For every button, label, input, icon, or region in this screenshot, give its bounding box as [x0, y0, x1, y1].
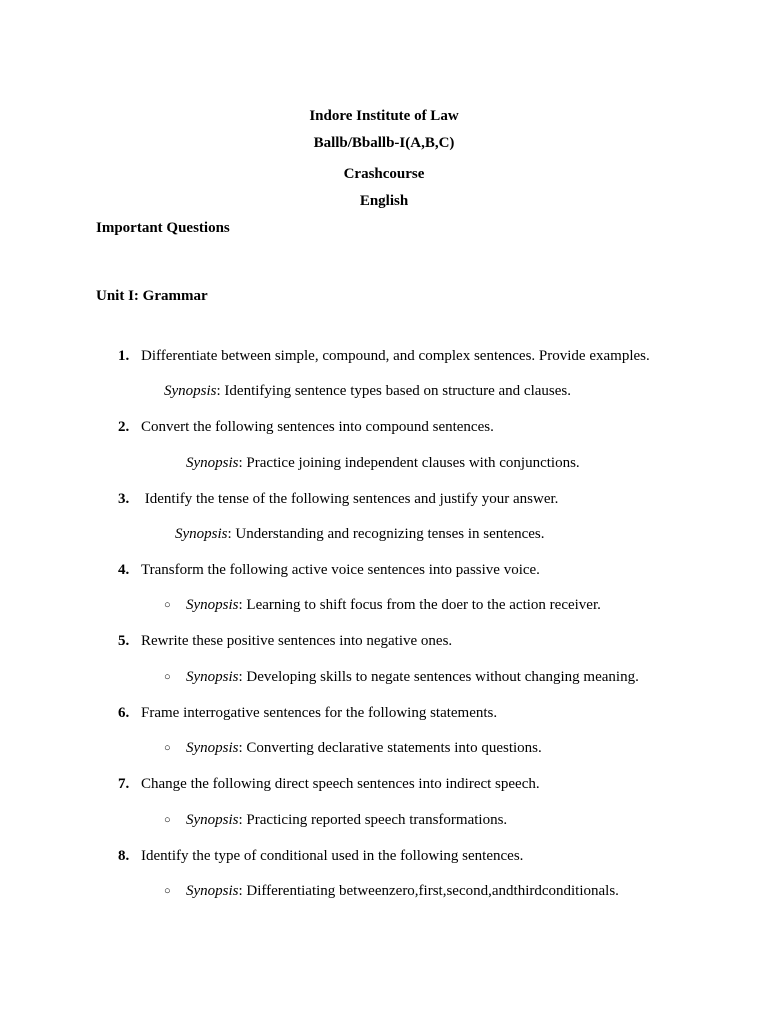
institute-name: Indore Institute of Law	[309, 108, 459, 124]
synopsis-line	[186, 668, 639, 686]
hollow-bullet-icon: ○	[164, 671, 171, 683]
synopsis-text: : Developing skills to negate sentences without changing meaning.	[238, 669, 639, 685]
hollow-bullet-icon: ○	[164, 885, 171, 897]
synopsis-label: Synopsis	[186, 883, 239, 899]
question-text: Differentiate between simple, compound, and complex sentences. Provide examples.	[141, 348, 650, 364]
synopsis-line	[164, 382, 571, 400]
hollow-bullet-icon: ○	[164, 814, 171, 826]
synopsis-text: : Learning to shift focus from the doer to the action receiver.	[238, 597, 601, 613]
hollow-bullet-icon: ○	[164, 742, 171, 754]
synopsis-label: Synopsis	[164, 383, 217, 399]
section-title: Important Questions	[96, 220, 230, 236]
program-name: Crashcourse	[343, 166, 425, 182]
synopsis-text: : Understanding and recognizing tenses in sentences.	[227, 526, 545, 542]
synopsis-line	[186, 596, 601, 614]
course-code: Ballb/Bballb-I(A,B,C)	[313, 135, 455, 151]
synopsis-label: Synopsis	[186, 669, 239, 685]
question-number: 4.	[118, 562, 130, 578]
question-text: Rewrite these positive sentences into negative ones.	[141, 633, 453, 649]
subject-name: English	[359, 193, 409, 209]
synopsis-text: : Identifying sentence types based on structure and clauses.	[216, 383, 571, 399]
synopsis-line	[186, 454, 580, 472]
question-text: Transform the following active voice sentences into passive voice.	[141, 562, 540, 578]
question-number: 5.	[118, 633, 130, 649]
synopsis-line	[186, 739, 542, 757]
question-text: Identify the tense of the following sentences and justify your answer.	[141, 491, 559, 507]
synopsis-label: Synopsis	[186, 597, 239, 613]
question-number: 6.	[118, 705, 130, 721]
synopsis-text: : Differentiating betweenzero,first,second,andthirdconditionals.	[238, 883, 619, 899]
question-number: 1.	[118, 348, 130, 364]
question-text: Change the following direct speech sentences into indirect speech.	[141, 776, 540, 792]
question-number: 8.	[118, 848, 130, 864]
synopsis-line	[186, 811, 507, 829]
synopsis-text: : Practicing reported speech transformations.	[238, 812, 508, 828]
synopsis-text: : Practice joining independent clauses with conjunctions.	[238, 455, 580, 471]
question-number: 3.	[118, 491, 130, 507]
synopsis-label: Synopsis	[186, 812, 239, 828]
question-number: 7.	[118, 776, 130, 792]
synopsis-label: Synopsis	[186, 455, 239, 471]
synopsis-label: Synopsis	[186, 740, 239, 756]
synopsis-text: : Converting declarative statements into questions.	[238, 740, 542, 756]
question-text: Identify the type of conditional used in the following sentences.	[141, 848, 524, 864]
synopsis-line	[175, 525, 545, 543]
synopsis-line	[186, 882, 619, 900]
hollow-bullet-icon: ○	[164, 599, 171, 611]
question-number: 2.	[118, 419, 130, 435]
question-text: Convert the following sentences into compound sentences.	[141, 419, 494, 435]
question-text: Frame interrogative sentences for the following statements.	[141, 705, 498, 721]
unit-title: Unit I: Grammar	[96, 288, 208, 304]
synopsis-label: Synopsis	[175, 526, 228, 542]
